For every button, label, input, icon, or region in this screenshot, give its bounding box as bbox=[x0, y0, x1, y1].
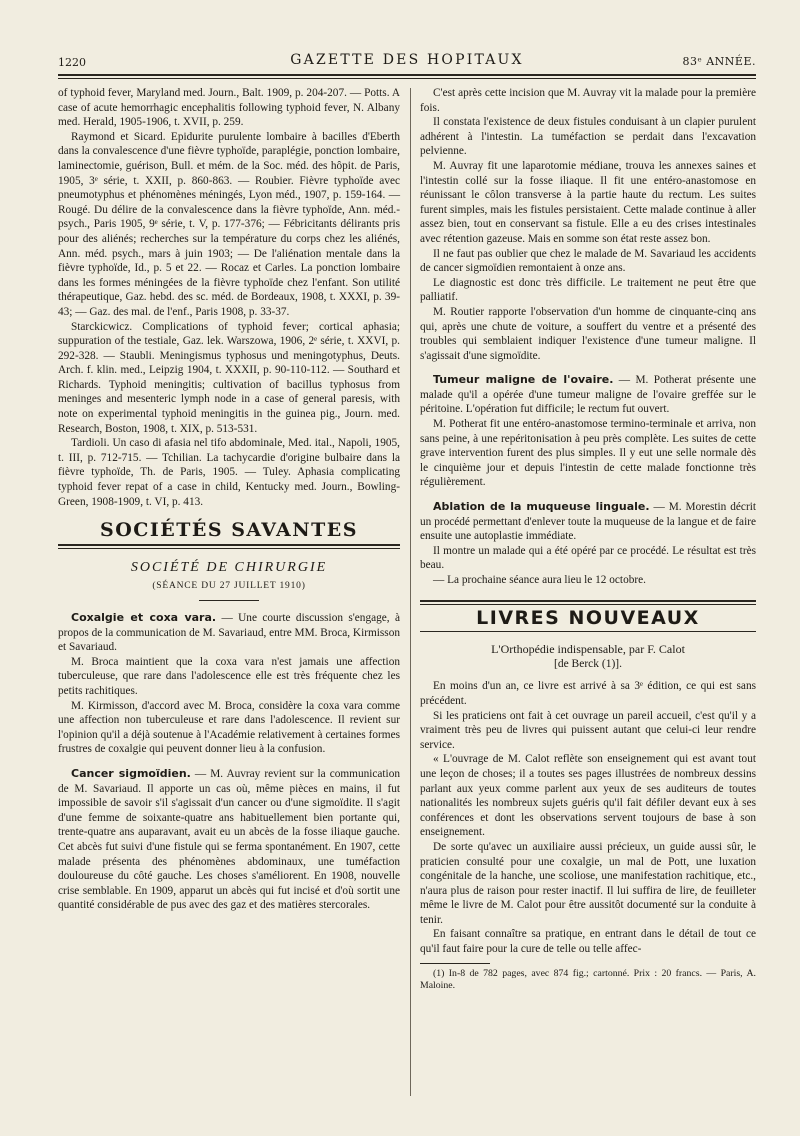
left-column bbox=[58, 86, 400, 913]
section-rule-thin bbox=[420, 604, 756, 605]
paragraph: « L'ouvrage de M. Calot reflète son enseignement qui est avant tout une leçon de choses; il a toutes ses pages illustrées de nombreux dessins parlant aux yeux comme parlent aux yeux de ses auditeurs de toutes nationalités les nombreux sujets guéris qu'il fait défiler devant eux à ses conférences et dont les observations servent toujours de base à son enseignement. bbox=[420, 753, 756, 839]
paragraph-kirmisson: M. Kirmisson, d'accord avec M. Broca, considère la coxa vara comme une affection non tuberculeuse et rare dans l'adolescence. Il revient sur l'opinion qu'il a déjà soutenue à l'Académie relativement à certaines formes frustres de coxalgie qui peuvent donner lieu à la confusion. bbox=[58, 699, 400, 756]
bibliography-entry: Starckicwicz. Complications of typhoid fever; cortical aphasia; suppuration of the testiale, Gaz. lek. Warszowa, 1906, 2ᵉ série, t. XXVI, p. 292-328. — Staubli. Meningismus typhosus und meningotyphus, Deuts. Arch. f. klin. med., Leipzig 1904, t. XXXII, p. 90-110-112. — Southard et Richards. Typhoid meningitis; cultivation of bacillus typhosus from meninges and mesenteric lymph node in a case of general paresis, with note on experimental typhoid meningitis in the guinea pig., Journ. med. Research, Boston, 1908, t. XIX, p. 513-531. bbox=[58, 320, 400, 435]
journal-title: GAZETTE DES HOPITAUX bbox=[290, 52, 524, 68]
seance-date: (SÉANCE DU 27 JUILLET 1910) bbox=[152, 581, 306, 592]
header-rule-thin bbox=[58, 78, 756, 79]
paragraph: En moins d'un an, ce livre est arrivé à sa 3ᵉ édition, ce qui est sans précédent. bbox=[420, 680, 756, 707]
footnote: (1) In-8 de 782 pages, avec 874 fig.; cartonné. Prix : 20 francs. — Paris, A. Maloine. bbox=[420, 967, 756, 992]
bibliography-entry: Raymond et Sicard. Epidurite purulente lombaire à bacilles d'Eberth dans la convalescence d'une fièvre typhoïde, paraplégie, ponction lombaire, laminectomie, guérison, Bull. et mém. de la Soc. méd. des hôpit. de Paris, 1905, 3ᵉ série, t. XXII, p. 860-863. — Roubier. Fièvre typhoïde avec pneumotyphus et phénomènes méningés, Lyon méd., 1907, p. 159-164. — Rougé. Du délire de la convalescence dans la fièvre typhoïde, Ann. méd.-psych., Paris 1905, 9ᵉ série, t. V, p. 177-376; — Fébricitants délirants pris pour des aliénés; recherches sur la température du corps chez les aliénés, Ann. méd. psych., mars à juin 1903; — De l'aliénation mentale dans la fièvre typhoïde, Id., p. 5 et 22. — Rocaz et Carles. La ponction lombaire dans les formes méningées de la fièvre typhoïde chez l'enfant. Son utilité thérapeutique, Gaz. hebd. des sc. méd. de Bordeaux, 1908, t. XXXI, p. 39-43; — Gaz. des mal. de l'enf., Paris 1908, p. 33-37. bbox=[58, 130, 400, 318]
page-number: 1220 bbox=[58, 56, 86, 69]
paragraph-text: — M. Auvray revient sur la communication de M. Savariaud. Il apporte un cas où, même pièces en mains, il fut impossible de savoir s'il s'agissait d'un cancer ou d'une sigmoïdite. Il s'agit d'une femme de soixante-quatre ans habituellement bien portante qui, trente-quatre ans auparavant, avait eu un abcès de la fosse iliaque gauche. Cet abcès fut suivi d'une fistule qui se ferma spontanément. En 1907, cette malade présenta des phénomènes abdominaux, une tuméfaction douloureuse du côté gauche. Les choses s'améliorent. En 1908, nouvelle crise semblable. En 1909, apparut un abcès qui fut incisé et d'où sortit une quantité considérable de pus avec des gaz et des matières stercorales. bbox=[58, 767, 400, 912]
page-header bbox=[58, 52, 756, 72]
bibliography-entry: of typhoid fever, Maryland med. Journ., Balt. 1909, p. 204-207. — Potts. A case of acute hemorrhagic encephalitis following typhoid fever, N. Albany med. Herald, 1905-1906, t. XVII, p. 259. bbox=[58, 87, 400, 129]
year-label: 83ᵉ ANNÉE. bbox=[682, 55, 756, 68]
paragraph: En faisant connaître sa pratique, en entrant dans le détail de tout ce qu'il faut faire pour la cure de telle ou telle affec- bbox=[420, 928, 756, 956]
paragraph-text: — M. Potherat présente une malade qu'il a opérée d'une tumeur maligne de l'ovaire greffée sur le péritoine. L'opération fut difficile; le rectum fut ouvert. bbox=[420, 374, 757, 416]
short-divider bbox=[199, 600, 259, 601]
paragraph-ablation bbox=[420, 500, 756, 544]
book-title: L'Orthopédie indispensable, par F. Calot bbox=[491, 642, 685, 657]
section-title: SOCIÉTÉS SAVANTES bbox=[99, 519, 359, 542]
section-rule-thin bbox=[420, 631, 756, 632]
paragraph-text: — M. Morestin décrit un procédé permettant d'enlever toute la muqueuse de la langue et de faire ensuite une autoplastie immédiate. bbox=[420, 501, 756, 543]
paragraph: C'est après cette incision que M. Auvray vit la malade pour la première fois. bbox=[420, 87, 756, 114]
paragraph-cancer bbox=[58, 767, 400, 913]
section-rule-thin bbox=[58, 548, 400, 549]
paragraph: Il constata l'existence de deux fistules conduisant à un clapier purulent adhérent à l'intestin. La tuméfaction se perdait dans l'excavation pelvienne. bbox=[420, 116, 756, 158]
paragraph-text: — Une courte discussion s'engage, à propos de la communication de M. Savariaud, entre MM. Broca, Kirmisson et Savariaud. bbox=[58, 612, 400, 654]
paragraph-broca: M. Broca maintient que la coxa vara n'est jamais une affection tuberculeuse, que rare dans l'adolescence elle est très fréquente chez les petits rachitiques. bbox=[58, 655, 400, 697]
paragraph: De sorte qu'avec un auxiliaire aussi précieux, un guide aussi sûr, le praticien consulté pour une coxalgie, un mal de Pott, une luxation congénitale de la hanche, une scoliose, une manifestation rachitique, etc., n'aura plus de raison pour rester inactif. Il lui suffira de lire, de feuilleter même le livre de M. Calot pour être aussitôt documenté sur la conduite à tenir. bbox=[420, 840, 756, 926]
bibliography-entry: Tardioli. Un caso di afasia nel tifo abdominale, Med. ital., Napoli, 1905, t. III, p. 712-715. — Tchilian. La tachycardie d'origine bulbaire dans la fièvre typhoïde, Th. de Paris, 1905. — Tuley. Aphasia complicating typhoid fever repat of a case in child, Kentucky med. Journ., Bowling-Green, 1908-1909, t. VI, p. 413. bbox=[58, 437, 400, 508]
section-rule bbox=[420, 600, 756, 602]
section-title: LIVRES NOUVEAUX bbox=[476, 606, 700, 629]
book-author: [de Berck (1)]. bbox=[553, 657, 622, 670]
society-name: SOCIÉTÉ DE CHIRURGIE bbox=[130, 559, 328, 575]
paragraph-lead: Ablation de la muqueuse linguale. bbox=[433, 500, 650, 514]
paragraph-tumeur bbox=[420, 373, 756, 417]
paragraph-coxalgie bbox=[58, 611, 400, 655]
footnote-rule bbox=[420, 963, 490, 964]
paragraph: Il montre un malade qui a été opéré par ce procédé. Le résultat est très beau. bbox=[420, 544, 756, 572]
paragraph: Le diagnostic est donc très difficile. Le traitement ne peut être que palliatif. bbox=[420, 276, 756, 304]
section-rule bbox=[58, 544, 400, 546]
paragraph: Il ne faut pas oublier que chez le malade de M. Savariaud les accidents de cancer sigmoïdien remontaient à onze ans. bbox=[420, 247, 756, 275]
paragraph-lead: Cancer sigmoïdien. bbox=[71, 766, 191, 780]
paragraph: M. Routier rapporte l'observation d'un homme de cinquante-cinq ans qui, après une chute de voiture, a souffert du ventre et a présenté des troubles qui semblaient indiquer l'existence d'une tumeur maligne. Il s'agissait d'une sigmoïdite. bbox=[420, 305, 756, 362]
right-column bbox=[420, 86, 756, 993]
paragraph-lead: Coxalgie et coxa vara. bbox=[71, 611, 217, 624]
paragraph: Si les praticiens ont fait à cet ouvrage un pareil accueil, c'est qu'il y a vraiment très peu de livres qui puissent autant que celui-ci leur rendre service. bbox=[420, 709, 756, 751]
paragraph-lead: Tumeur maligne de l'ovaire. bbox=[433, 373, 614, 387]
paragraph: M. Potherat fit une entéro-anastomose termino-terminale et arriva, non sans peine, à une repéritonisation à peu près complète. Les suites de cette grave intervention furent des plus simples. Il y eut une selle normale dès le cinquième jour et depuis l'intestin de cette malade fonctionne très régulièrement. bbox=[420, 418, 756, 489]
paragraph: — La prochaine séance aura lieu le 12 octobre. bbox=[433, 574, 646, 586]
paragraph: M. Auvray fit une laparotomie médiane, trouva les annexes saines et l'intestin collé sur la fosse iliaque. Il fit une entéro-anastomose en réunissant le côlon transverse à la partie haute du rectum. Les suites furent simples, mais les fistules persistaient. Cette malade continue à aller assez bien, tout en conservant sa fistule. Elle a eu des crises intestinales avec rétention gazeuse. Mais en somme son état reste assez bon. bbox=[420, 159, 756, 245]
header-rule bbox=[58, 74, 756, 76]
column-divider bbox=[410, 88, 411, 1096]
